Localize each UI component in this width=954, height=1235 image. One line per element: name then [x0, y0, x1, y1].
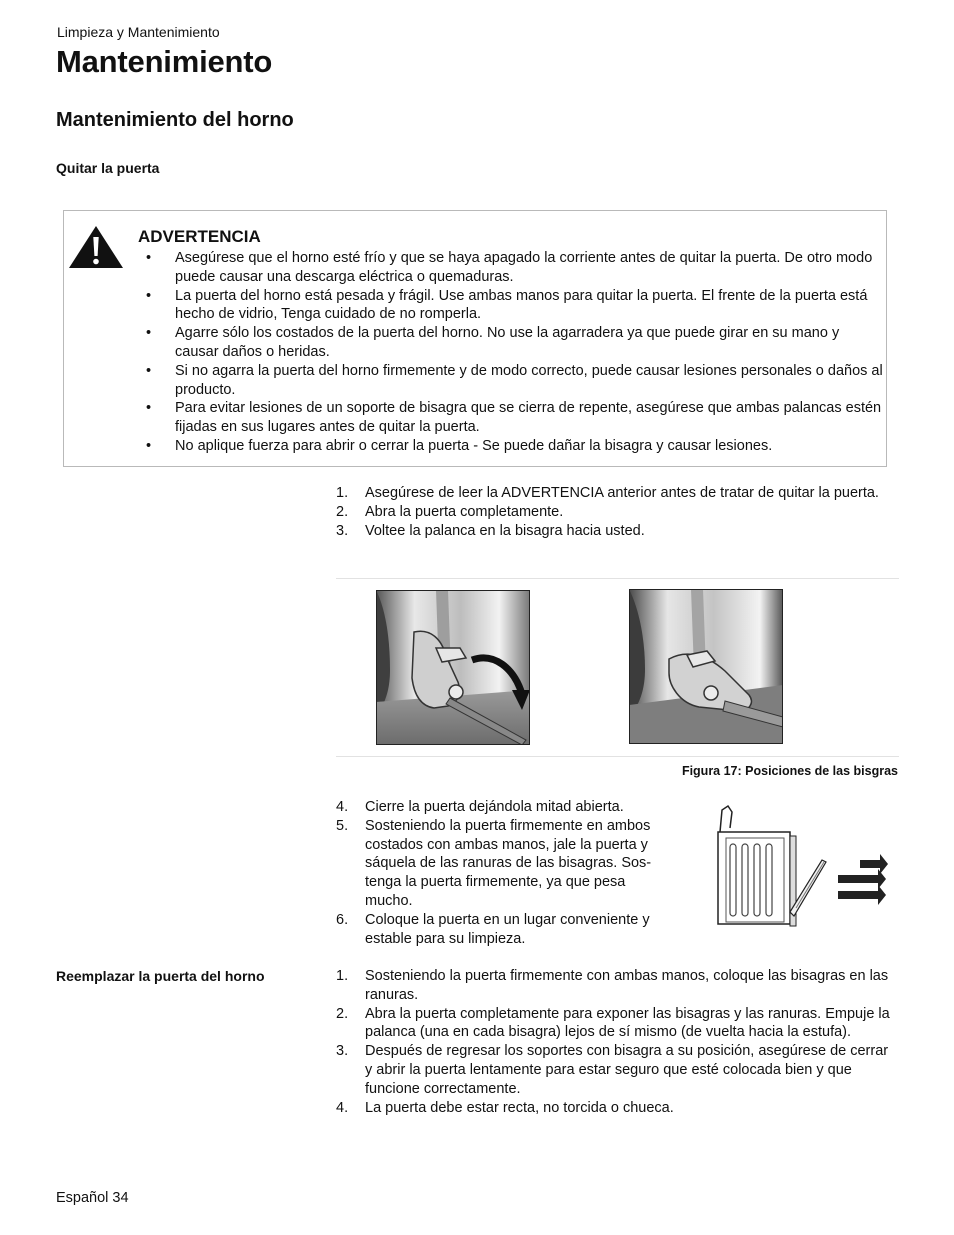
step-number: 4. [336, 799, 349, 815]
step-text: Asegúrese de leer la ADVERTENCIA anterior antes de tratar de quitar la puerta. [365, 485, 879, 501]
section-title: Mantenimiento del horno [56, 109, 294, 131]
page-footer: Español 34 [56, 1190, 129, 1206]
step-number: 2. [336, 1005, 349, 1022]
warning-triangle-icon [68, 225, 124, 269]
step-number: 4. [336, 1099, 349, 1116]
hinge-closed-illustration [376, 590, 530, 745]
warning-item: • Si no agarra la puerta del horno firmemente y de modo correcto, puede causar lesiones personales o daños al producto. [146, 362, 886, 400]
step-text: Abra la puerta completamente para exponer las bisagras y las ranuras. Empuje la palanca (una en cada bisagra) lejos de sí mismo (de vuelta hacia la estufa). [365, 1005, 890, 1041]
warning-title: ADVERTENCIA [138, 227, 261, 246]
step-text: Sosteniendo la puerta firmemente en ambos costados con ambas manos, jale la puerta y sáquela de las ranuras de las bisagras. Sos-tenga la puerta firmemente, ya que pesa mucho. [365, 817, 652, 909]
list-item [336, 911, 676, 949]
step-text: La puerta debe estar recta, no torcida o chueca. [365, 1099, 674, 1116]
list-item [336, 503, 896, 522]
subsection-title: Quitar la puerta [56, 160, 160, 176]
warning-list [146, 249, 886, 456]
page-title: Mantenimiento [56, 44, 273, 79]
step-text: Cierre la puerta dejándola mitad abierta. [365, 799, 624, 815]
list-item [336, 798, 676, 817]
list-item [336, 522, 896, 541]
replace-door-title: Reemplazar la puerta del horno [56, 968, 265, 984]
warning-item: • Asegúrese que el horno esté frío y que se haya apagado la corriente antes de quitar la puerta. De otro modo puede causar una descarga eléctrica o quemaduras. [146, 249, 886, 287]
remove-steps-list-continued [336, 798, 676, 948]
list-item [336, 817, 676, 911]
step-number: 6. [336, 911, 349, 928]
step-text: Abra la puerta completamente. [365, 503, 564, 520]
step-text: Coloque la puerta en un lugar conveniente y estable para su limpieza. [365, 911, 650, 947]
oven-door-removal-illustration [714, 800, 890, 930]
step-text: Sosteniendo la puerta firmemente con ambas manos, coloque las bisagras en las ranuras. [365, 968, 889, 1003]
hinge-open-illustration [629, 589, 783, 744]
step-text: Después de regresar los soportes con bisagra a su posición, asegúrese de cerrar y abrir la puerta lentamente para estar seguro que esté colocada bien y que funcione correctamente. [365, 1043, 889, 1097]
figure-caption: Figura 17: Posiciones de las bisgras [681, 764, 898, 778]
step-number: 5. [336, 817, 349, 834]
step-number: 1. [336, 485, 349, 501]
divider [336, 756, 899, 757]
step-number: 1. [336, 968, 349, 984]
warning-item: • No aplique fuerza para abrir o cerrar la puerta - Se puede dañar la bisagra y causar lesiones. [146, 437, 886, 456]
list-item [336, 1099, 896, 1118]
step-number: 2. [336, 503, 349, 520]
warning-item: • Agarre sólo los costados de la puerta del horno. No use la agarradera ya que puede girar en su mano y causar daños o heridas. [146, 324, 886, 362]
warning-item: • Para evitar lesiones de un soporte de bisagra que se cierra de repente, asegúrese que ambas palancas estén fijadas en sus lugares antes de quitar la puerta. [146, 399, 886, 437]
list-item [336, 484, 896, 503]
step-number: 3. [336, 1043, 349, 1060]
list-item [336, 1005, 896, 1043]
replace-steps-list [336, 967, 896, 1117]
warning-item: • La puerta del horno está pesada y frágil. Use ambas manos para quitar la puerta. El frente de la puerta está hecho de vidrio, Tenga cuidado de no romperla. [146, 287, 886, 325]
divider [336, 578, 899, 579]
list-item [336, 967, 896, 1005]
remove-steps-list [336, 484, 896, 540]
breadcrumb: Limpieza y Mantenimiento [57, 24, 220, 40]
list-item [336, 1042, 896, 1098]
step-text: Voltee la palanca en la bisagra hacia usted. [365, 522, 645, 539]
step-number: 3. [336, 522, 349, 539]
